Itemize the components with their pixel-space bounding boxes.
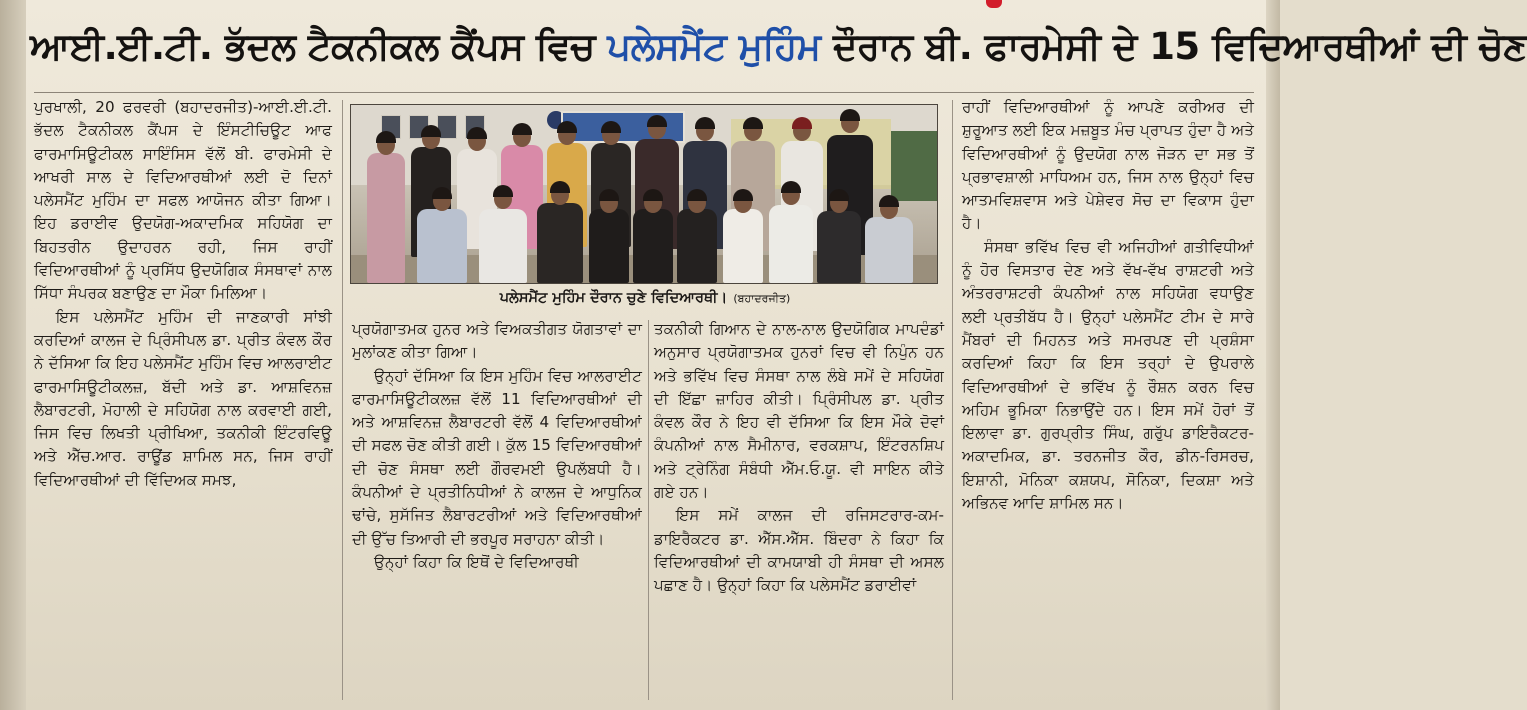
- person: [723, 209, 763, 283]
- col3-paragraph-1: ਤਕਨੀਕੀ ਗਿਆਨ ਦੇ ਨਾਲ-ਨਾਲ ਉਦਯੋਗਿਕ ਮਾਪਦੰਡਾਂ ਅਨੁਸਾਰ ਪ੍ਰਯੋਗਾਤਮਕ ਹੁਨਰਾਂ ਵਿਚ ਵੀ ਨਿਪੁੰਨ ਹਨ ਅਤੇ ਭਵਿੱਖ ਵਿਚ ਸੰਸਥਾ ਨਾਲ ਲੰਬੇ ਸਮੇਂ ਦੇ ਸਹਿਯੋਗ ਦੀ ਇੱਛਾ ਜ਼ਾਹਿਰ ਕੀਤੀ। ਪ੍ਰਿੰਸੀਪਲ ਡਾ. ਪ੍ਰੀਤ ਕੰਵਲ ਕੌਰ ਨੇ ਇਹ ਵੀ ਦੱਸਿਆ ਕਿ ਇਸ ਮੌਕੇ ਦੋਵਾਂ ਕੰਪਨੀਆਂ ਨਾਲ ਸੈਮੀਨਾਰ, ਵਰਕਸ਼ਾਪ, ਇੰਟਰਨਸ਼ਿਪ ਅਤੇ ਟ੍ਰੇਨਿੰਗ ਸੰਬੰਧੀ ਐੱਮ.ਓ.ਯੂ. ਵੀ ਸਾਇਨ ਕੀਤੇ ਗਏ ਹਨ।: [654, 320, 944, 502]
- column-divider-2: [648, 320, 649, 700]
- article-column-4: [962, 96, 1254, 702]
- article-column-2: [352, 318, 642, 702]
- page-edge-right: [1266, 0, 1280, 710]
- headline-part2: ਦੌਰਾਨ ਬੀ. ਫਾਰਮੇਸੀ ਦੇ 15 ਵਿਦਿਆਰਥੀਆਂ ਦੀ ਚੋਣ: [820, 25, 1527, 68]
- article-column-3: [654, 318, 944, 702]
- article-column-1: [34, 96, 332, 702]
- col2-paragraph-3: ਉਨ੍ਹਾਂ ਕਿਹਾ ਕਿ ਇਥੋਂ ਦੇ ਵਿਦਿਆਰਥੀ: [374, 552, 579, 571]
- photo-credit: (ਬਹਾਦਰਜੀਤ): [733, 292, 791, 305]
- col1-paragraph-1: ਪੁਰਖਾਲੀ, 20 ਫਰਵਰੀ (ਬਹਾਦਰਜੀਤ)-ਆਈ.ਈ.ਟੀ. ਭੱਦਲ ਟੈਕਨੀਕਲ ਕੈਂਪਸ ਦੇ ਇੰਸਟੀਚਿਊਟ ਆਫ ਫਾਰਮਾਸਿਊਟੀਕਲ ਸਾਇੰਸਿਸ ਵੱਲੋਂ ਬੀ. ਫਾਰਮੇਸੀ ਦੇ ਆਖਰੀ ਸਾਲ ਦੇ ਵਿਦਿਆਰਥੀਆਂ ਲਈ ਦੋ ਦਿਨਾਂ ਪਲੇਸਮੈਂਟ ਮੁਹਿੰਮ ਦਾ ਸਫਲ ਆਯੋਜਨ ਕੀਤਾ ਗਿਆ। ਇਹ ਡਰਾਈਵ ਉਦਯੋਗ-ਅਕਾਦਮਿਕ ਸਹਿਯੋਗ ਦਾ ਬਿਹਤਰੀਨ ਉਦਾਹਰਨ ਰਹੀ, ਜਿਸ ਰਾਹੀਂ ਵਿਦਿਆਰਥੀਆਂ ਨੂੰ ਪ੍ਰਸਿੱਧ ਉਦਯੋਗਿਕ ਸੰਸਥਾਵਾਂ ਨਾਲ ਸਿੱਧਾ ਸੰਪਰਕ ਬਣਾਉਣ ਦਾ ਮੌਕਾ ਮਿਲਿਆ।: [34, 98, 332, 303]
- headline: [30, 8, 1527, 86]
- col4-paragraph-1: ਰਾਹੀਂ ਵਿਦਿਆਰਥੀਆਂ ਨੂੰ ਆਪਣੇ ਕਰੀਅਰ ਦੀ ਸ਼ੁਰੂਆਤ ਲਈ ਇਕ ਮਜ਼ਬੂਤ ਮੰਚ ਪ੍ਰਾਪਤ ਹੁੰਦਾ ਹੈ ਅਤੇ ਵਿਦਿਆਰਥੀਆਂ ਨੂੰ ਉਦਯੋਗ ਨਾਲ ਜੋੜਨ ਦਾ ਸਭ ਤੋਂ ਪ੍ਰਭਾਵਸ਼ਾਲੀ ਮਾਧਿਅਮ ਹਨ, ਜਿਸ ਨਾਲ ਉਨ੍ਹਾਂ ਵਿਚ ਆਤਮਵਿਸ਼ਵਾਸ ਅਤੇ ਪੇਸ਼ੇਵਰ ਸੋਚ ਦਾ ਵਿਕਾਸ ਹੁੰਦਾ ਹੈ।: [962, 98, 1254, 233]
- red-print-mark: [986, 0, 1002, 8]
- page-edge-left: [0, 0, 26, 710]
- person: [677, 209, 717, 283]
- headline-part1: ਆਈ.ਈ.ਟੀ. ਭੱਦਲ ਟੈਕਨੀਕਲ ਕੈਂਪਸ ਵਿਚ: [30, 25, 608, 68]
- col2-paragraph-1: ਪ੍ਰਯੋਗਾਤਮਕ ਹੁਨਰ ਅਤੇ ਵਿਅਕਤੀਗਤ ਯੋਗਤਾਵਾਂ ਦਾ ਮੁਲਾਂਕਣ ਕੀਤਾ ਗਿਆ।: [352, 320, 642, 362]
- headline-rule: [34, 92, 1254, 93]
- group-photo: [350, 104, 938, 284]
- col2-paragraph-2: ਉਨ੍ਹਾਂ ਦੱਸਿਆ ਕਿ ਇਸ ਮੁਹਿੰਮ ਵਿਚ ਆਲਰਾਈਟ ਫਾਰਮਾਸਿਊਟੀਕਲਜ਼ ਵੱਲੋਂ 11 ਵਿਦਿਆਰਥੀਆਂ ਦੀ ਅਤੇ ਆਸ਼ਵਿਨਜ਼ ਲੈਬਾਰਟਰੀ ਵੱਲੋਂ 4 ਵਿਦਿਆਰਥੀਆਂ ਦੀ ਸਫਲ ਚੋਣ ਕੀਤੀ ਗਈ। ਕੁੱਲ 15 ਵਿਦਿਆਰਥੀਆਂ ਦੀ ਚੋਣ ਸੰਸਥਾ ਲਈ ਗੌਰਵਮਈ ਉਪਲੱਬਧੀ ਹੈ। ਕੰਪਨੀਆਂ ਦੇ ਪ੍ਰਤੀਨਿਧੀਆਂ ਨੇ ਕਾਲਜ ਦੇ ਆਧੁਨਿਕ ਢਾਂਚੇ, ਸੁਸੱਜਿਤ ਲੈਬਾਰਟਰੀਆਂ ਅਤੇ ਵਿਦਿਆਰਥੀਆਂ ਦੀ ਉੱਚ ਤਿਆਰੀ ਦੀ ਭਰਪੂਰ ਸਰਾਹਨਾ ਕੀਤੀ।: [352, 366, 642, 548]
- person: [817, 211, 861, 283]
- person: [769, 205, 813, 283]
- headline-accent: ਪਲੇਸਮੈਂਟ ਮੁਹਿੰਮ: [607, 25, 821, 68]
- person: [367, 153, 405, 283]
- column-divider-3: [952, 100, 953, 700]
- person: [865, 217, 913, 283]
- person: [537, 203, 583, 283]
- person: [633, 209, 673, 283]
- person: [479, 209, 527, 283]
- col1-paragraph-2: ਇਸ ਪਲੇਸਮੈਂਟ ਮੁਹਿੰਮ ਦੀ ਜਾਣਕਾਰੀ ਸਾਂਝੀ ਕਰਦਿਆਂ ਕਾਲਜ ਦੇ ਪ੍ਰਿੰਸੀਪਲ ਡਾ. ਪ੍ਰੀਤ ਕੰਵਲ ਕੌਰ ਨੇ ਦੱਸਿਆ ਕਿ ਇਹ ਪਲੇਸਮੈਂਟ ਮੁਹਿੰਮ ਵਿਚ ਆਲਰਾਈਟ ਫਾਰਮਾਸਿਊਟੀਕਲਜ਼, ਬੱਦੀ ਅਤੇ ਡਾ. ਆਸ਼ਵਿਨਜ਼ ਲੈਬਾਰਟਰੀ, ਮੋਹਾਲੀ ਦੇ ਸਹਿਯੋਗ ਨਾਲ ਕਰਵਾਈ ਗਈ, ਜਿਸ ਵਿਚ ਲਿਖਤੀ ਪ੍ਰੀਖਿਆ, ਤਕਨੀਕੀ ਇੰਟਰਵਿਊ ਅਤੇ ਐੱਚ.ਆਰ. ਰਾਊਂਡ ਸ਼ਾਮਿਲ ਸਨ, ਜਿਸ ਰਾਹੀਂ ਵਿਦਿਆਰਥੀਆਂ ਦੀ ਵਿੱਦਿਅਕ ਸਮਝ,: [34, 307, 332, 489]
- photo-caption-text: ਪਲੇਸਮੈਂਟ ਮੁਹਿੰਮ ਦੌਰਾਨ ਚੁਣੇ ਵਿਦਿਆਰਥੀ।: [499, 290, 728, 306]
- photo-caption: [430, 287, 860, 309]
- column-divider-1: [342, 100, 343, 700]
- col4-paragraph-2: ਸੰਸਥਾ ਭਵਿੱਖ ਵਿਚ ਵੀ ਅਜਿਹੀਆਂ ਗਤੀਵਿਧੀਆਂ ਨੂੰ ਹੋਰ ਵਿਸਤਾਰ ਦੇਣ ਅਤੇ ਵੱਖ-ਵੱਖ ਰਾਸ਼ਟਰੀ ਅਤੇ ਅੰਤਰਰਾਸ਼ਟਰੀ ਕੰਪਨੀਆਂ ਨਾਲ ਸਹਿਯੋਗ ਵਧਾਉਣ ਲਈ ਪ੍ਰਤੀਬੱਧ ਹੈ। ਉਨ੍ਹਾਂ ਪਲੇਸਮੈਂਟ ਟੀਮ ਦੇ ਸਾਰੇ ਮੈਂਬਰਾਂ ਦੀ ਮਿਹਨਤ ਅਤੇ ਸਮਰਪਣ ਦੀ ਪ੍ਰਸ਼ੰਸਾ ਕਰਦਿਆਂ ਕਿਹਾ ਕਿ ਇਸ ਤਰ੍ਹਾਂ ਦੇ ਉਪਰਾਲੇ ਵਿਦਿਆਰਥੀਆਂ ਦੇ ਭਵਿੱਖ ਨੂੰ ਰੌਸ਼ਨ ਕਰਨ ਵਿਚ ਅਹਿਮ ਭੂਮਿਕਾ ਨਿਭਾਉਂਦੇ ਹਨ। ਇਸ ਸਮੇਂ ਹੋਰਾਂ ਤੋਂ ਇਲਾਵਾ ਡਾ. ਗੁਰਪ੍ਰੀਤ ਸਿੰਘ, ਗਰੁੱਪ ਡਾਇਰੈਕਟਰ-ਅਕਾਦਮਿਕ, ਡਾ. ਤਰਨਜੀਤ ਕੌਰ, ਡੀਨ-ਰਿਸਰਚ, ਇਸ਼ਾਨੀ, ਮੋਨਿਕਾ ਕਸ਼ਯਪ, ਸੋਨਿਕਾ, ਦਿਕਸ਼ਾ ਅਤੇ ਅਭਿਨਵ ਆਦਿ ਸ਼ਾਮਿਲ ਸਨ।: [962, 237, 1254, 513]
- person: [417, 209, 467, 283]
- person: [589, 209, 629, 283]
- col3-paragraph-2: ਇਸ ਸਮੇਂ ਕਾਲਜ ਦੀ ਰਜਿਸਟਰਾਰ-ਕਮ-ਡਾਇਰੈਕਟਰ ਡਾ. ਐੱਸ.ਐੱਸ. ਬਿੰਦਰਾ ਨੇ ਕਿਹਾ ਕਿ ਵਿਦਿਆਰਥੀਆਂ ਦੀ ਕਾਮਯਾਬੀ ਹੀ ਸੰਸਥਾ ਦੀ ਅਸਲ ਪਛਾਣ ਹੈ। ਉਨ੍ਹਾਂ ਕਿਹਾ ਕਿ ਪਲੇਸਮੈਂਟ ਡਰਾਈਵਾਂ: [654, 506, 944, 595]
